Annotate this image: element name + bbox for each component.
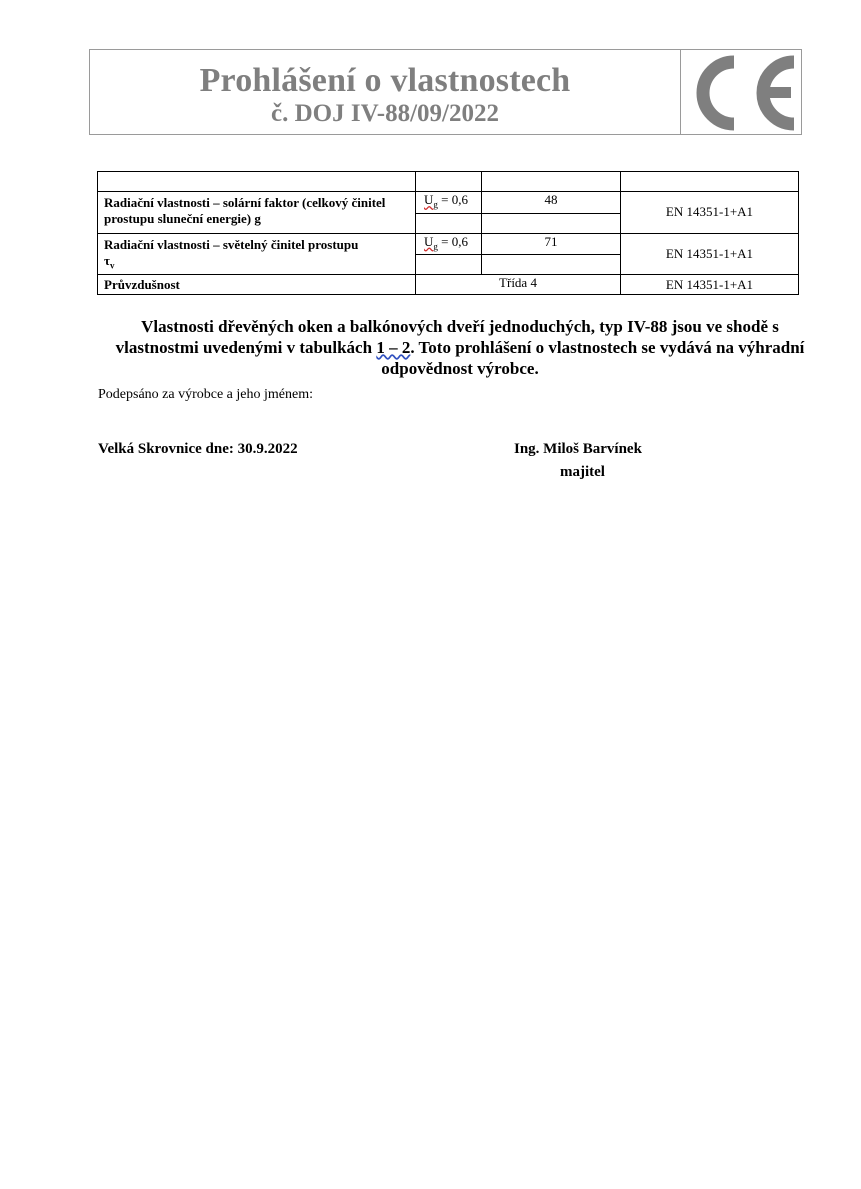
condition-subscript: g <box>433 199 438 210</box>
standard-cell: EN 14351-1+A1 <box>621 275 799 295</box>
property-text: Radiační vlastnosti – světelný činitel prostupu <box>104 236 359 252</box>
table-cell <box>482 213 621 233</box>
table-cell <box>98 172 416 192</box>
condition-value: = 0,6 <box>437 233 468 249</box>
table-cell <box>416 213 482 233</box>
table-cell <box>482 172 621 192</box>
table-cell <box>621 172 799 192</box>
signed-for-label: Podepsáno za výrobce a jeho jménem: <box>98 387 313 402</box>
document-number: č. DOJ IV-88/09/2022 <box>271 100 499 127</box>
standard-cell: EN 14351-1+A1 <box>621 233 799 275</box>
document-title: Prohlášení o vlastnostech <box>199 62 571 99</box>
condition-cell <box>416 233 482 255</box>
document-header <box>89 49 802 135</box>
table-row <box>98 192 799 214</box>
properties-table <box>97 171 799 295</box>
table-reference: 1 – 2 <box>376 338 411 357</box>
standard-cell: EN 14351-1+A1 <box>621 192 799 234</box>
condition-cell <box>416 192 482 214</box>
statement-text-end: . Toto prohlášení o vlastnostech se vydává na výhradní odpovědnost výrobce. <box>381 338 805 378</box>
table-row <box>98 275 799 295</box>
statement-text: Vlastnosti dřevěných oken a balkónových dveří jednoduchých, typ IV-88 jsou ve shodě s vlastnostmi uvedenými v tabulkách <box>115 317 779 357</box>
table-cell <box>482 255 621 275</box>
table-cell <box>416 172 482 192</box>
property-subscript: v <box>110 260 115 271</box>
condition-value: = 0,6 <box>437 192 468 207</box>
table-cell <box>416 255 482 275</box>
property-symbol: τ <box>104 252 110 268</box>
condition-subscript: g <box>433 241 438 252</box>
value-cell: 71 <box>482 233 621 255</box>
ce-mark-icon <box>688 52 800 134</box>
signer-role: majitel <box>560 464 605 480</box>
property-name <box>98 233 416 275</box>
place-date: Velká Skrovnice dne: 30.9.2022 <box>98 441 298 457</box>
signer-name: Ing. Miloš Barvínek <box>514 441 642 457</box>
property-name: Průvzdušnost <box>98 275 416 295</box>
property-name: Radiační vlastnosti – solární faktor (celkový činitel prostupu sluneční energie) g <box>98 192 416 234</box>
value-cell: Třída 4 <box>416 275 621 295</box>
condition-symbol: U <box>424 233 434 249</box>
condition-symbol: U <box>424 192 434 207</box>
conformity-statement <box>110 316 810 379</box>
table-row <box>98 233 799 255</box>
value-cell: 48 <box>482 192 621 214</box>
table-header-row <box>98 172 799 192</box>
header-title-cell <box>90 50 681 134</box>
